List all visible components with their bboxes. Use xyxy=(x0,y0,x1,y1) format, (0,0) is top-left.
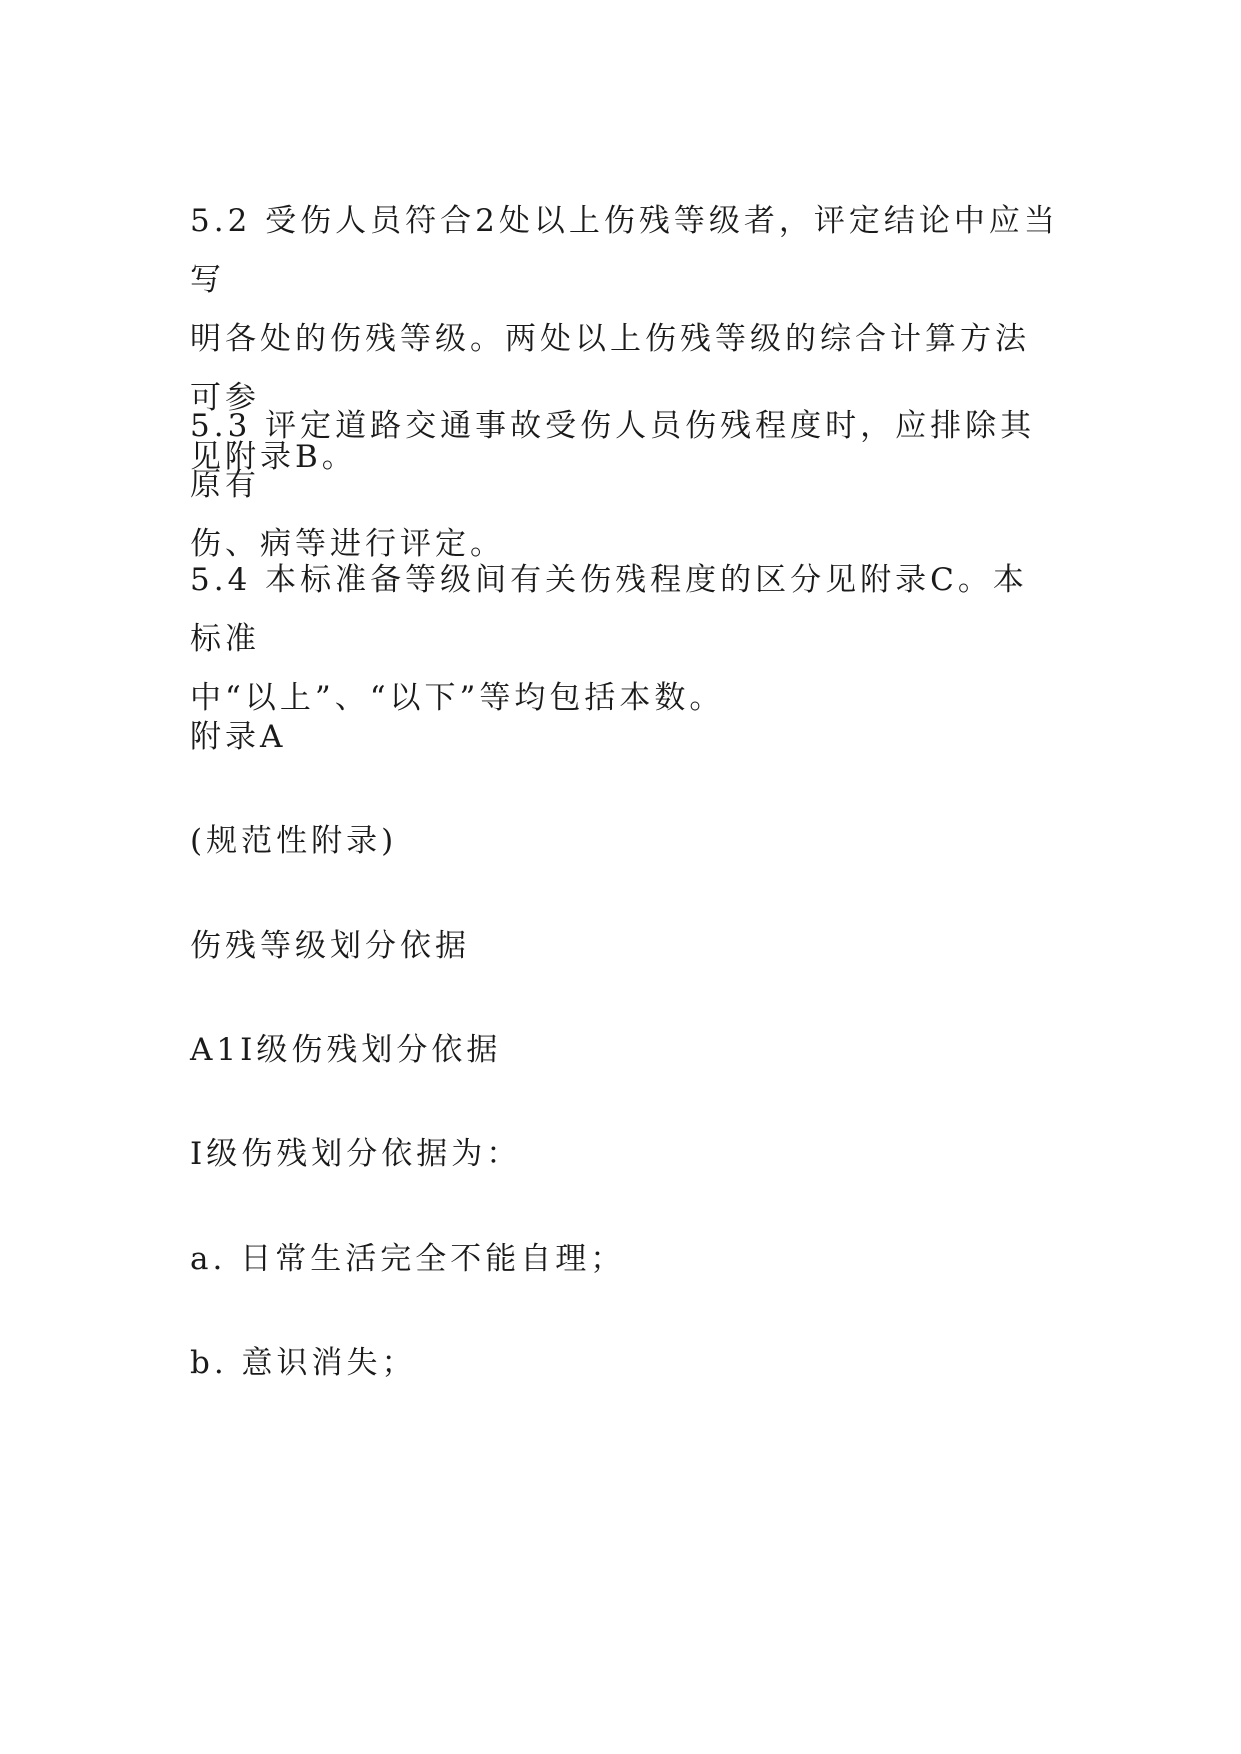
a1-intro xyxy=(190,1125,1060,1184)
text-line: a. 日常生活完全不能自理； xyxy=(190,1241,626,1277)
a1-item-a xyxy=(190,1230,1060,1289)
appendix-a-normative-label xyxy=(190,812,1060,871)
text-line: 5.3 评定道路交通事故受伤人员伤残程度时，应排除其原有 xyxy=(190,408,1036,503)
text-line: A1Ⅰ级伤残划分依据 xyxy=(190,1032,502,1068)
text-line: 见附录B。 xyxy=(190,439,357,475)
a1-item-b xyxy=(190,1334,1060,1393)
text-line: Ⅰ级伤残划分依据为： xyxy=(190,1136,522,1172)
text-line: (规范性附录) xyxy=(190,823,398,859)
text-line: 5.2 受伤人员符合2处以上伤残等级者，评定结论中应当写 xyxy=(190,203,1059,298)
text-line: 伤残等级划分依据 xyxy=(190,928,470,964)
text-line: 5.4 本标准备等级间有关伤残程度的区分见附录C。本标准 xyxy=(190,562,1028,657)
appendix-a-heading xyxy=(190,917,1060,976)
paragraph-5-3 xyxy=(190,397,1060,574)
text-line: 中“以上”、“以下”等均包括本数。 xyxy=(190,680,725,716)
text-line: 明各处的伤残等级。两处以上伤残等级的综合计算方法可参 xyxy=(190,321,1030,416)
paragraph-5-4 xyxy=(190,551,1060,728)
a1-heading xyxy=(190,1021,1060,1080)
text-line: b. 意识消失； xyxy=(190,1345,417,1381)
text-line: 附录A xyxy=(190,719,287,755)
appendix-a-title xyxy=(190,708,1060,767)
text-line: 伤、病等进行评定。 xyxy=(190,526,505,562)
